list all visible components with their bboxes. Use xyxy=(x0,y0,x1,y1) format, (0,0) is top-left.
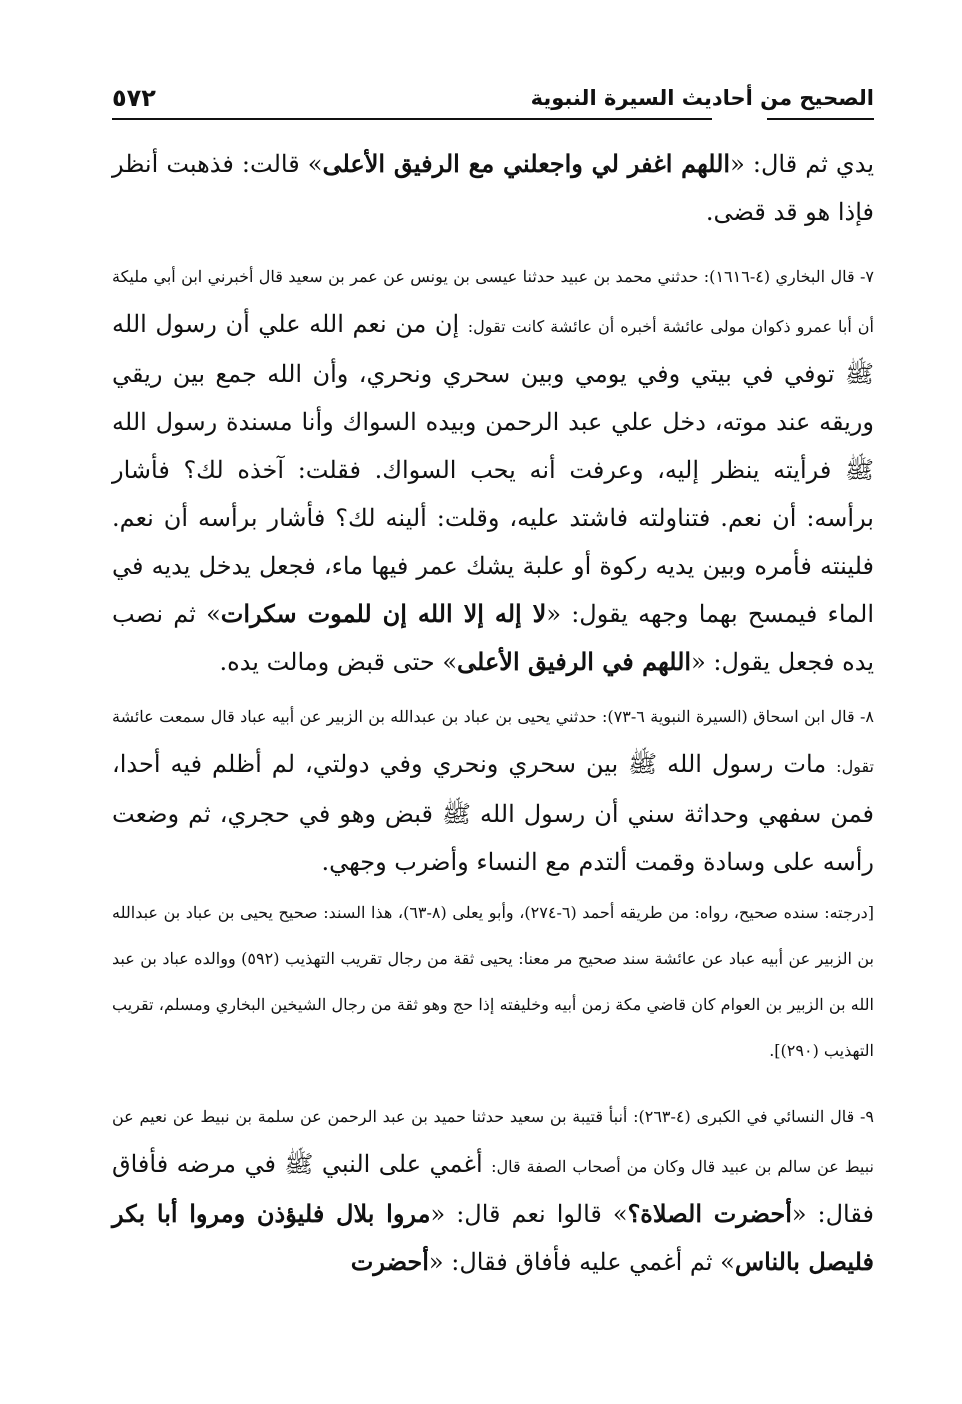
header-rule-left xyxy=(112,118,712,120)
text-run: » قالوا نعم قال: « xyxy=(430,1200,628,1228)
text-run: » ثم أغمي عليه فأفاق فقال: « xyxy=(428,1248,735,1276)
running-title: الصحيح من أحاديث السيرة النبوية xyxy=(530,86,874,110)
text-run: مات رسول الله ﷺ بين سحري ونحري وفي دولتي، لم أظلم فيه أحدا، فمن سفهي وحداثة سني أن رسول الله ﷺ قبض وهو في حجري، ثم وضعت رأسه على وسادة وقمت ألتدم مع النساء وأضرب وجهي. xyxy=(112,750,875,876)
quoted-saying: مروا بلال فليؤذن ومروا أبا بكر فليصل بالناس xyxy=(112,1199,874,1276)
hadith-9 xyxy=(112,1094,874,1286)
paragraph-continuation xyxy=(112,140,874,236)
grading-note xyxy=(112,890,874,1074)
isnad-text: ٧- قال البخاري (٤-١٦١٦): حدثني محمد بن عبيد حدثنا عيسى بن يونس عن عمر بن سعيد قال أخبرني ابن أبي مليكة أن أبا عمرو ذكوان مولى عائشة أخبره أن عائشة كانت تقول: xyxy=(112,267,875,336)
hadith-8 xyxy=(112,694,874,886)
text-run: » حتى قبض ومالت يده. xyxy=(219,648,458,676)
quoted-prayer: اللهم في الرفيق الأعلى xyxy=(457,647,692,676)
header-rule-right xyxy=(767,118,874,120)
isnad-text: ٩- قال النسائي في الكبرى (٤-٢٦٣): أنبأ قتيبة بن سعيد حدثنا حميد بن عبد الرحمن عن سلمة بن نبيط عن نعيم عن نبيط عن سالم بن عبيد قال وكان من أصحاب الصفة قال: xyxy=(112,1107,875,1176)
paragraph-text xyxy=(112,694,874,886)
quoted-prayer: اللهم اغفر لي واجعلني مع الرفيق الأعلى xyxy=(322,149,731,178)
page-number: ٥٧٢ xyxy=(112,84,156,112)
grading-text: [درجته: سنده صحيح، رواه: من طريقه أحمد (٦-٢٧٤)، وأبو يعلى (٨-٦٣)، هذا السند: صحيح يحيى بن عباد بن عبدالله بن الزبير عن أبيه عباد عن عائشة سند صحيح مر معنا: يحيى ثقة من رجال تقريب التهذيب (٥٩٢) ووالده عباد بن عبد الله بن الزبير بن العوام كان قاضي مكة زمن أبيه وخليفته إذا حج وهو ثقة من رجال الشيخين البخاري ومسلم، تقريب التهذيب (٢٩٠)]. xyxy=(112,903,875,1060)
text-run: يدي ثم قال: « xyxy=(730,150,874,178)
paragraph-text xyxy=(112,254,874,686)
text-run: إن من نعم الله علي أن رسول الله ﷺ توفي في بيتي وفي يومي وبين سحري ونحري، وأن الله جمع بين ريقي وريقه عند موته، دخل علي عبد الرحمن وبيده السواك وأنا مسندة رسول الله ﷺ فرأيته ينظر إليه، وعرفت أنه يحب السواك. فقلت: آخذه لك؟ فأشار برأسه: أن نعم. فتناولته فاشتد عليه، وقلت: ألينه لك؟ فأشار برأسه أن نعم. فلينته فأمره وبين يديه ركوة أو علبة يشك عمر فيها ماء، فجعل يدخل يديه في الماء فيمسح بهما وجهه يقول: « xyxy=(112,310,874,628)
quoted-saying: أحضرت الصلاة؟ xyxy=(627,1199,792,1228)
isnad-text: ٨- قال ابن اسحاق (السيرة النبوية ٦-٧٣): حدثني يحيى بن عباد بن عبدالله بن الزبير عن أبيه عباد قال سمعت عائشة تقول: xyxy=(112,707,875,776)
paragraph-text xyxy=(112,1094,874,1286)
paragraph-text xyxy=(112,140,874,236)
quoted-saying: لا إله إلا الله إن للموت سكرات xyxy=(220,599,547,628)
text-run: » ثم نصب يده فجعل يقول: « xyxy=(112,600,874,676)
text-run: » قالت: فذهبت أنظر فإذا هو قد قضى. xyxy=(112,150,874,226)
text-run: أغمي على النبي ﷺ في مرضه فأفاق فقال: « xyxy=(112,1150,874,1228)
page-header xyxy=(112,82,874,122)
hadith-7 xyxy=(112,254,874,686)
quoted-saying: أحضرت xyxy=(350,1247,429,1276)
